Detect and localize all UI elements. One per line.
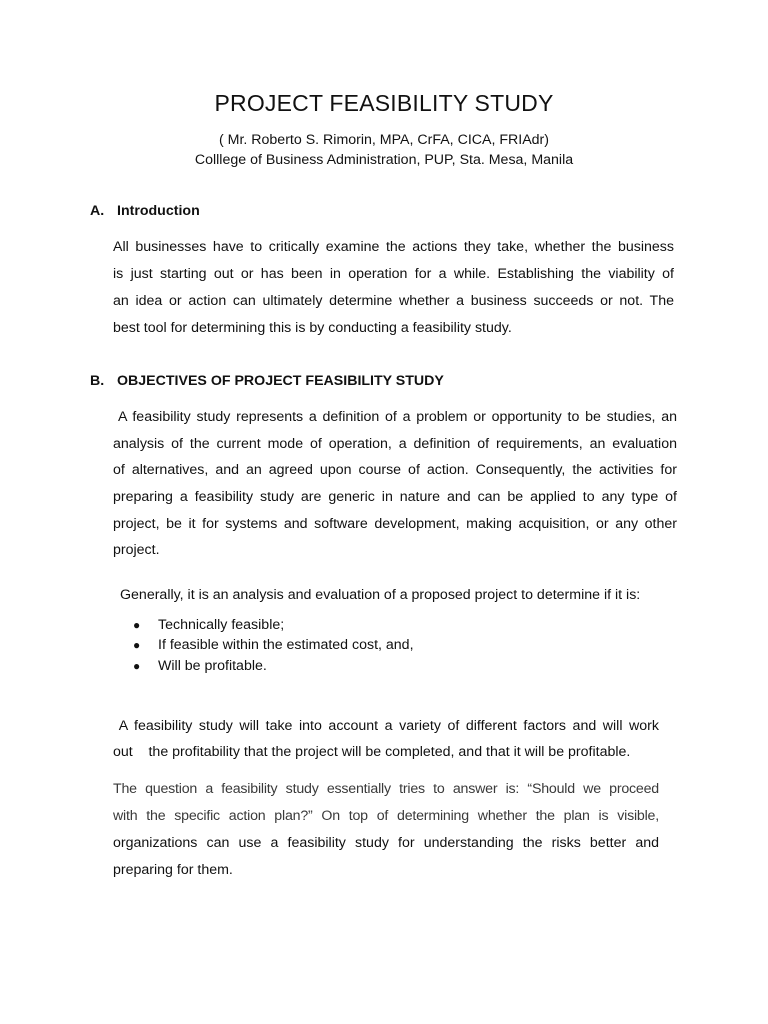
bullet-icon: ● [133, 618, 141, 632]
section-b-heading [90, 373, 444, 389]
section-a-heading [90, 203, 200, 219]
affiliation-line: Colllege of Business Administration, PUP, Sta. Mesa, Manila [194, 152, 574, 168]
section-a-title: Introduction [117, 203, 200, 219]
document-title: PROJECT FEASIBILITY STUDY [214, 90, 554, 116]
bullet-icon: ● [133, 638, 141, 652]
bullet-text: Will be profitable. [158, 658, 267, 674]
bullet-icon: ● [133, 659, 141, 673]
bullet-text: If feasible within the estimated cost, and, [158, 637, 414, 653]
section-b-letter: B. [90, 373, 105, 389]
factors-line: A feasibility study will take into account a variety of different factors and will work [113, 718, 659, 734]
section-a-letter: A. [90, 203, 105, 219]
objectives-line: project. [113, 542, 160, 558]
bullet-item [133, 637, 414, 653]
objectives-line: project, be it for systems and software development, making acquisition, or any other [113, 516, 677, 532]
objectives-line: analysis of the current mode of operation, a definition of requirements, an evaluation [113, 436, 677, 452]
question-line: organizations can use a feasibility study for understanding the risks better and [113, 835, 659, 851]
intro-line: best tool for determining this is by conducting a feasibility study. [113, 320, 512, 336]
objectives-line: A feasibility study represents a definition of a problem or opportunity to be studies, an [113, 409, 677, 425]
intro-line: an idea or action can ultimately determine whether a business succeeds or not. The [113, 293, 674, 309]
author-line: ( Mr. Roberto S. Rimorin, MPA, CrFA, CICA, FRIAdr) [218, 132, 550, 148]
objectives-line: of alternatives, and an agreed upon course of action. Consequently, the activities for [113, 462, 677, 478]
question-line: The question a feasibility study essentially tries to answer is: “Should we proceed [113, 781, 659, 797]
generally-intro: Generally, it is an analysis and evaluation of a proposed project to determine if it is: [120, 587, 641, 603]
intro-line: All businesses have to critically examine the actions they take, whether the business [113, 239, 674, 255]
question-line: preparing for them. [113, 862, 233, 878]
section-b-title: OBJECTIVES OF PROJECT FEASIBILITY STUDY [117, 373, 444, 389]
bullet-item [133, 617, 284, 633]
question-line: with the specific action plan?” On top of determining whether the plan is visible, [113, 808, 659, 824]
bullet-item [133, 658, 267, 674]
bullet-text: Technically feasible; [158, 617, 285, 633]
intro-line: is just starting out or has been in operation for a while. Establishing the viability of [113, 266, 674, 282]
objectives-line: preparing a feasibility study are generic in nature and can be applied to any type of [113, 489, 677, 505]
factors-line: out the profitability that the project will be completed, and that it will be profitable. [113, 744, 631, 760]
